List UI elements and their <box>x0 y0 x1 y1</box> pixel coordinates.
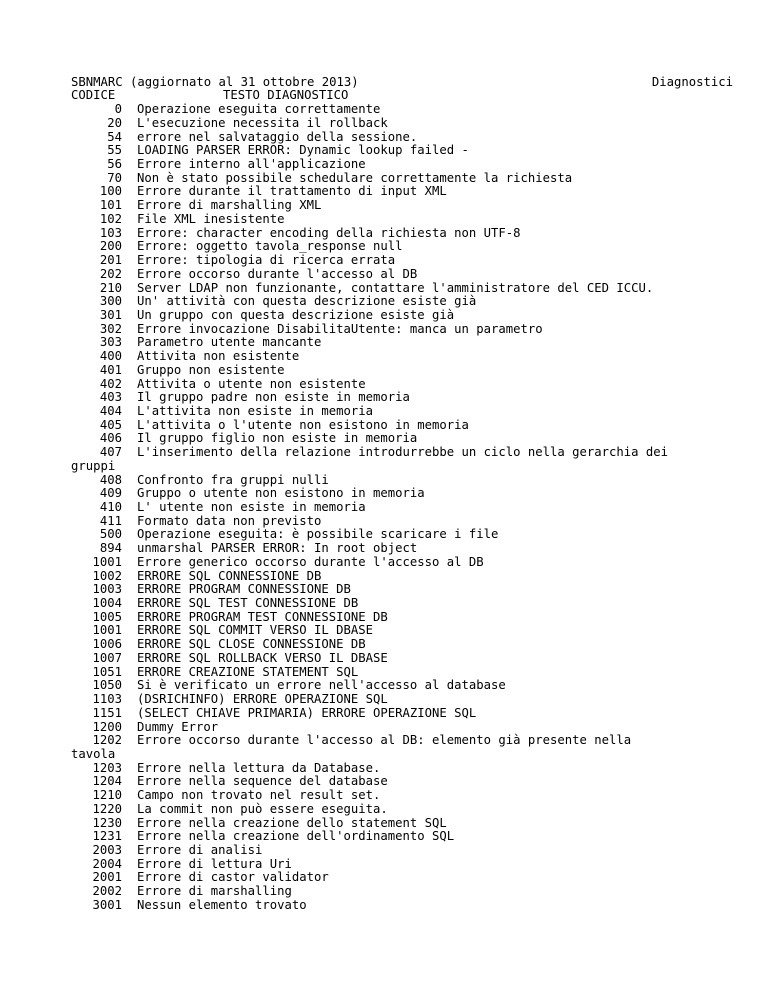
diagnostic-code: 404 <box>99 403 122 418</box>
diagnostic-row <box>71 652 761 666</box>
diagnostic-code: 500 <box>99 527 122 542</box>
diagnostic-code: 411 <box>99 513 122 528</box>
diagnostic-code: 410 <box>99 500 122 514</box>
diagnostic-code: 1004 <box>92 596 122 611</box>
diagnostic-row <box>71 899 761 913</box>
diagnostic-row <box>71 775 761 789</box>
diagnostic-text-wrap: gruppi <box>71 458 116 473</box>
diagnostic-row <box>71 323 761 337</box>
text-column-header: TESTO DIAGNOSTICO <box>223 88 349 103</box>
diagnostic-code: 1204 <box>92 774 122 789</box>
diagnostic-row <box>71 583 761 597</box>
column-header-row <box>71 89 761 103</box>
diagnostic-code: 100 <box>99 184 122 199</box>
diagnostic-code: 0 <box>114 102 122 117</box>
diagnostic-text: Errore durante il trattamento di input XML <box>137 184 447 199</box>
diagnostic-row <box>71 528 761 542</box>
diagnostic-row <box>71 254 761 268</box>
diagnostic-row <box>71 117 761 131</box>
diagnostic-text: Attivita non esistente <box>137 349 300 364</box>
diagnostic-row <box>71 734 761 748</box>
diagnostics-document <box>71 62 761 913</box>
diagnostic-code: 201 <box>99 253 122 268</box>
diagnostic-text: ERRORE SQL TEST CONNESSIONE DB <box>137 596 359 611</box>
diagnostic-code: 407 <box>99 445 122 460</box>
diagnostic-code: 302 <box>99 321 122 336</box>
diagnostic-text: ERRORE CREAZIONE STATEMENT SQL <box>137 664 359 679</box>
diagnostic-code: 400 <box>99 349 122 364</box>
diagnostic-text: Il gruppo figlio non esiste in memoria <box>137 431 418 446</box>
diagnostic-code: 2002 <box>92 884 122 899</box>
diagnostic-row <box>71 364 761 378</box>
diagnostic-code: 1005 <box>92 609 122 624</box>
diagnostic-code: 102 <box>99 211 122 226</box>
diagnostic-text: Errore nella lettura da Database. <box>137 760 381 775</box>
diagnostic-text: Un' attività con questa descrizione esiste già <box>137 294 477 309</box>
diagnostic-code: 1006 <box>92 637 122 652</box>
diagnostic-text: L'inserimento della relazione introdurrebbe un ciclo nella gerarchia dei <box>137 445 669 460</box>
diagnostic-code: 1203 <box>92 760 122 775</box>
diagnostic-code: 1202 <box>92 733 122 748</box>
diagnostic-row <box>71 103 761 117</box>
diagnostic-code: 55 <box>107 143 122 158</box>
diagnostic-text: Gruppo o utente non esistono in memoria <box>137 486 425 501</box>
diagnostic-text: ERRORE SQL ROLLBACK VERSO IL DBASE <box>137 650 388 665</box>
diagnostic-text: (SELECT CHIAVE PRIMARIA) ERRORE OPERAZIONE SQL <box>137 705 477 720</box>
code-column-header: CODICE <box>71 88 116 103</box>
diagnostic-text: Operazione eseguita correttamente <box>137 102 381 117</box>
diagnostic-text: Server LDAP non funzionante, contattare l'amministratore del CED ICCU. <box>137 280 654 295</box>
diagnostic-text: Dummy Error <box>137 719 219 734</box>
diagnostic-row <box>71 679 761 693</box>
diagnostic-code: 1050 <box>92 678 122 693</box>
diagnostic-row <box>71 501 761 515</box>
diagnostic-code: 1230 <box>92 815 122 830</box>
diagnostic-text: Si è verificato un errore nell'accesso al database <box>137 678 506 693</box>
diagnostic-row <box>71 282 761 296</box>
diagnostic-code: 103 <box>99 225 122 240</box>
diagnostic-text: Gruppo non esistente <box>137 362 285 377</box>
diagnostic-text: ERRORE PROGRAM CONNESSIONE DB <box>137 582 351 597</box>
diagnostic-text: Errore occorso durante l'accesso al DB: elemento già presente nella <box>137 733 632 748</box>
diagnostic-row <box>71 624 761 638</box>
diagnostic-row <box>71 817 761 831</box>
diagnostic-row <box>71 378 761 392</box>
diagnostic-text: Formato data non previsto <box>137 513 322 528</box>
diagnostic-row <box>71 158 761 172</box>
diagnostic-row <box>71 515 761 529</box>
diagnostic-row <box>71 199 761 213</box>
diagnostic-code: 2004 <box>92 856 122 871</box>
diagnostic-text: Un gruppo con questa descrizione esiste già <box>137 307 455 322</box>
diagnostic-code: 20 <box>107 115 122 130</box>
diagnostic-text: Errore di lettura Uri <box>137 856 292 871</box>
diagnostic-code: 1151 <box>92 705 122 720</box>
diagnostic-text: Errore di marshalling XML <box>137 198 322 213</box>
diagnostic-row <box>71 295 761 309</box>
diagnostic-text: Errore nella sequence del database <box>137 774 388 789</box>
diagnostic-row <box>71 721 761 735</box>
diagnostic-row <box>71 885 761 899</box>
diagnostic-text: L'attivita non esiste in memoria <box>137 403 374 418</box>
diagnostic-row <box>71 762 761 776</box>
diagnostic-text: Campo non trovato nel result set. <box>137 788 381 803</box>
diagnostic-row <box>71 474 761 488</box>
diagnostic-code: 2003 <box>92 842 122 857</box>
diagnostic-code: 1002 <box>92 568 122 583</box>
diagnostic-code: 1001 <box>92 623 122 638</box>
diagnostic-text: Errore nella creazione dell'ordinamento SQL <box>137 829 455 844</box>
diagnostic-text-wrap: tavola <box>71 746 116 761</box>
diagnostic-text: L'esecuzione necessita il rollback <box>137 115 388 130</box>
diagnostic-row <box>71 172 761 186</box>
diagnostic-text: L' utente non esiste in memoria <box>137 500 366 514</box>
diagnostic-row <box>71 789 761 803</box>
diagnostic-row <box>71 391 761 405</box>
diagnostic-text: ERRORE SQL CLOSE CONNESSIONE DB <box>137 637 366 652</box>
diagnostic-code: 202 <box>99 266 122 281</box>
diagnostic-text: (DSRICHINFO) ERRORE OPERAZIONE SQL <box>137 692 388 707</box>
diagnostic-code: 3001 <box>92 897 122 912</box>
diagnostic-row <box>71 487 761 501</box>
diagnostic-text: LOADING PARSER ERROR: Dynamic lookup failed - <box>137 143 469 158</box>
diagnostic-row <box>71 611 761 625</box>
diagnostic-code: 406 <box>99 431 122 446</box>
diagnostic-code: 301 <box>99 307 122 322</box>
diagnostic-code: 54 <box>107 129 122 144</box>
diagnostic-text: Errore: tipologia di ricerca errata <box>137 253 396 268</box>
diagnostic-text: Il gruppo padre non esiste in memoria <box>137 390 410 405</box>
diagnostic-row <box>71 268 761 282</box>
diagnostic-row <box>71 597 761 611</box>
diagnostic-row <box>71 844 761 858</box>
diagnostic-row <box>71 638 761 652</box>
diagnostic-code: 401 <box>99 362 122 377</box>
diagnostic-row <box>71 570 761 584</box>
diagnostic-text: Errore interno all'applicazione <box>137 157 366 172</box>
diagnostic-code: 1007 <box>92 650 122 665</box>
diagnostic-text: Attivita o utente non esistente <box>137 376 366 391</box>
diagnostic-text: Errore invocazione DisabilitaUtente: manca un parametro <box>137 321 543 336</box>
diagnostic-text: Errore occorso durante l'accesso al DB <box>137 266 418 281</box>
diagnostic-row <box>71 336 761 350</box>
diagnostic-code: 101 <box>99 198 122 213</box>
diagnostic-code: 1231 <box>92 829 122 844</box>
diagnostic-row <box>71 556 761 570</box>
diagnostic-row <box>71 446 761 460</box>
diagnostic-row <box>71 542 761 556</box>
page-title: Diagnostici <box>651 74 733 89</box>
diagnostic-row <box>71 240 761 254</box>
diagnostic-text: Errore: oggetto tavola_response null <box>137 239 403 254</box>
diagnostic-code: 894 <box>99 541 122 556</box>
diagnostic-text: Errore di castor validator <box>137 870 329 885</box>
diagnostic-text: La commit non può essere eseguita. <box>137 801 388 816</box>
diagnostic-row <box>71 131 761 145</box>
diagnostic-row <box>71 405 761 419</box>
diagnostic-code: 200 <box>99 239 122 254</box>
diagnostic-row <box>71 350 761 364</box>
diagnostic-text: Errore: character encoding della richiesta non UTF-8 <box>137 225 521 240</box>
diagnostic-row <box>71 144 761 158</box>
diagnostic-code: 1003 <box>92 582 122 597</box>
diagnostic-code: 300 <box>99 294 122 309</box>
diagnostic-text: ERRORE SQL CONNESSIONE DB <box>137 568 322 583</box>
diagnostic-text: File XML inesistente <box>137 211 285 226</box>
diagnostic-code: 1220 <box>92 801 122 816</box>
diagnostic-row <box>71 185 761 199</box>
diagnostic-text: unmarshal PARSER ERROR: In root object <box>137 541 418 556</box>
diagnostic-code: 405 <box>99 417 122 432</box>
diagnostic-code: 1200 <box>92 719 122 734</box>
diagnostic-row <box>71 858 761 872</box>
diagnostic-text: ERRORE SQL COMMIT VERSO IL DBASE <box>137 623 374 638</box>
diagnostic-row <box>71 309 761 323</box>
diagnostic-text: Confronto fra gruppi nulli <box>137 472 329 487</box>
diagnostic-text: errore nel salvataggio della sessione. <box>137 129 418 144</box>
document-subtitle: SBNMARC (aggiornato al 31 ottobre 2013) <box>71 74 359 89</box>
diagnostic-code: 408 <box>99 472 122 487</box>
diagnostic-code: 402 <box>99 376 122 391</box>
diagnostic-text: Errore nella creazione dello statement SQL <box>137 815 447 830</box>
diagnostic-row <box>71 707 761 721</box>
diagnostic-row <box>71 666 761 680</box>
diagnostic-row <box>71 213 761 227</box>
diagnostic-code: 409 <box>99 486 122 501</box>
diagnostic-row <box>71 432 761 446</box>
diagnostic-code: 56 <box>107 157 122 172</box>
diagnostic-code: 1210 <box>92 788 122 803</box>
diagnostic-row <box>71 830 761 844</box>
diagnostic-code: 403 <box>99 390 122 405</box>
diagnostic-list <box>71 103 761 912</box>
diagnostic-code: 70 <box>107 170 122 185</box>
diagnostic-text: ERRORE PROGRAM TEST CONNESSIONE DB <box>137 609 388 624</box>
diagnostic-code: 303 <box>99 335 122 350</box>
diagnostic-row <box>71 693 761 707</box>
diagnostic-text: Errore di marshalling <box>137 884 292 899</box>
diagnostic-row <box>71 227 761 241</box>
diagnostic-row <box>71 871 761 885</box>
diagnostic-code: 1103 <box>92 692 122 707</box>
diagnostic-text: Errore di analisi <box>137 842 263 857</box>
diagnostic-text: Operazione eseguita: è possibile scaricare i file <box>137 527 499 542</box>
diagnostic-code: 1001 <box>92 554 122 569</box>
diagnostic-text: L'attivita o l'utente non esistono in memoria <box>137 417 469 432</box>
diagnostic-text: Errore generico occorso durante l'accesso al DB <box>137 554 484 569</box>
diagnostic-row <box>71 419 761 433</box>
diagnostic-code: 2001 <box>92 870 122 885</box>
diagnostic-code: 1051 <box>92 664 122 679</box>
diagnostic-text: Parametro utente mancante <box>137 335 322 350</box>
diagnostic-code: 210 <box>99 280 122 295</box>
diagnostic-text: Non è stato possibile schedulare correttamente la richiesta <box>137 170 573 185</box>
diagnostic-text: Nessun elemento trovato <box>137 897 307 912</box>
diagnostic-row <box>71 803 761 817</box>
